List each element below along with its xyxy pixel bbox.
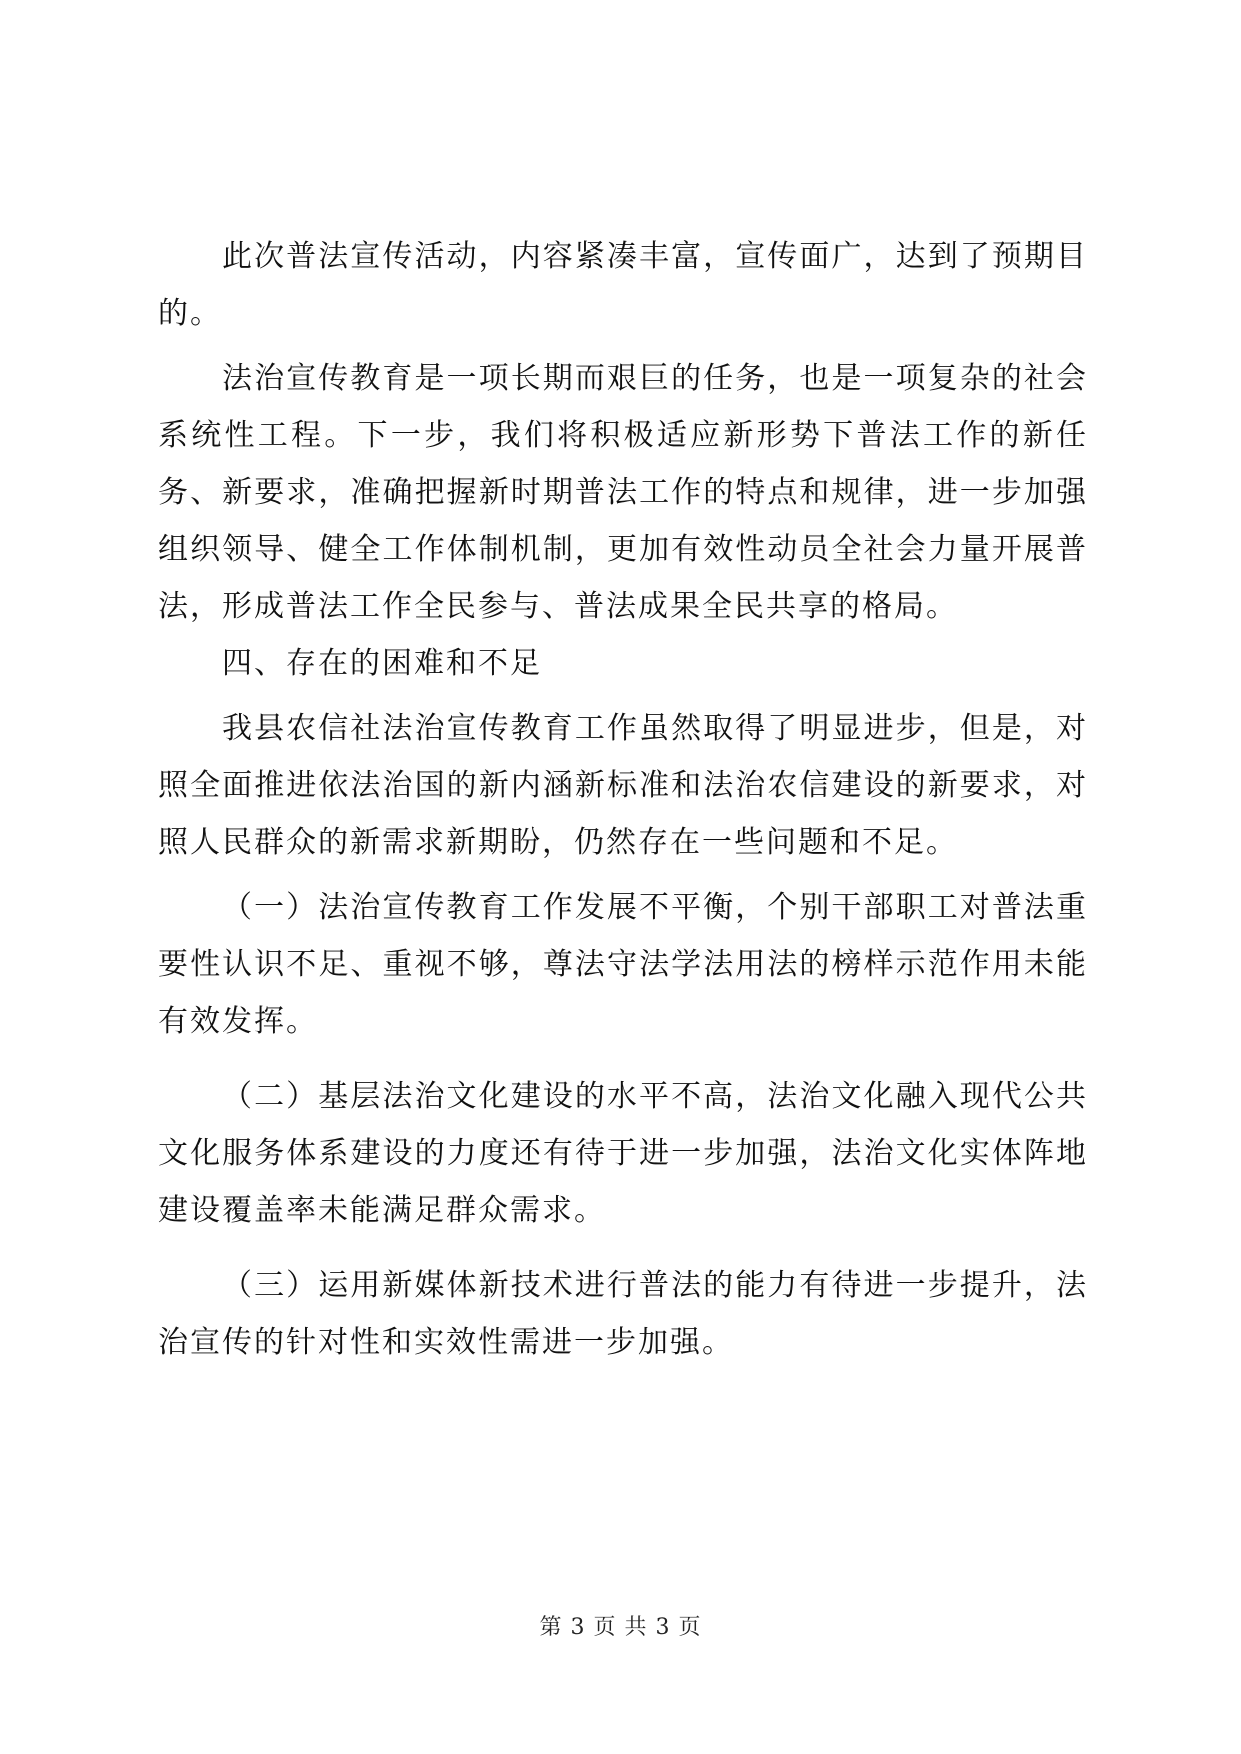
section-heading-difficulties: 四、存在的困难和不足 [222, 646, 542, 681]
paragraph-issue-three: （三）运用新媒体新技术进行普法的能力有待进一步提升，法治宣传的针对性和实效性需进一步加强。 [158, 1268, 1088, 1360]
document-body [158, 228, 1088, 1371]
paragraph-next-steps: 法治宣传教育是一项长期而艰巨的任务，也是一项复杂的社会系统性工程。下一步，我们将积极适应新形势下普法工作的新任务、新要求，准确把握新时期普法工作的特点和规律，进一步加强组织领导、健全工作体制机制，更加有效性动员全社会力量开展普法，形成普法工作全民参与、普法成果全民共享的格局。 [158, 361, 1088, 624]
paragraph-issue-two: （二）基层法治文化建设的水平不高，法治文化融入现代公共文化服务体系建设的力度还有待于进一步加强，法治文化实体阵地建设覆盖率未能满足群众需求。 [158, 1079, 1088, 1228]
paragraph-conclusion: 此次普法宣传活动，内容紧凑丰富，宣传面广，达到了预期目的。 [158, 239, 1088, 331]
page-number-footer: 第 3 页 共 3 页 [539, 1615, 702, 1640]
paragraph-issue-one: （一）法治宣传教育工作发展不平衡，个别干部职工对普法重要性认识不足、重视不够，尊法守法学法用法的榜样示范作用未能有效发挥。 [158, 890, 1088, 1039]
paragraph-difficulties-intro: 我县农信社法治宣传教育工作虽然取得了明显进步，但是，对照全面推进依法治国的新内涵新标准和法治农信建设的新要求，对照人民群众的新需求新期盼，仍然存在一些问题和不足。 [158, 711, 1088, 860]
